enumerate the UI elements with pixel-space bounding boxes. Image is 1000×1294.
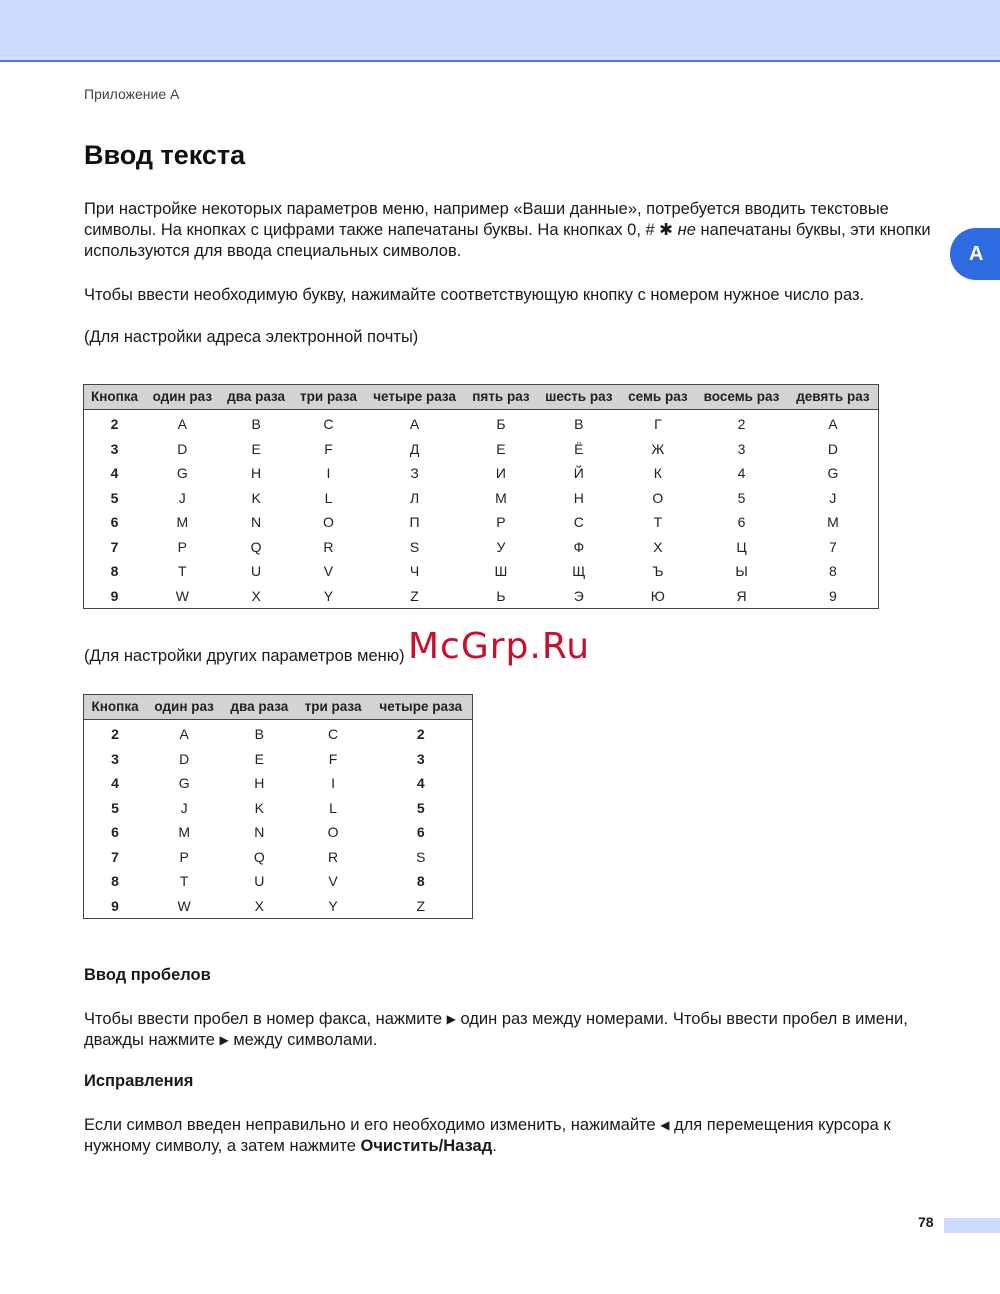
char-cell: 8 [829, 563, 837, 580]
page-title: Ввод текста [84, 140, 246, 170]
char-cell: J [180, 799, 188, 816]
char-cell: Ч [409, 563, 420, 580]
char-cell: Ф [573, 538, 585, 555]
key-cell: 7 [110, 538, 119, 555]
char-cell: X [251, 587, 261, 604]
char-cell: Я [736, 587, 747, 604]
char-cell: У [496, 538, 506, 555]
char-cell: Y [323, 587, 334, 604]
char-cell: 8 [416, 873, 425, 890]
table-row [84, 869, 473, 894]
table-header-cell: шесть раз [537, 385, 620, 410]
right-arrow-icon: ▶ [446, 1012, 456, 1026]
char-cell: D [827, 440, 838, 457]
table-header-cell: девять раз [788, 385, 879, 410]
key-cell: 9 [111, 897, 119, 914]
corrections-paragraph: Если символ введен неправильно и его необходимо изменить, нажимайте ◀ для перемещения курсора к нужному символу, а затем нажмите Очистить/Назад. [84, 1116, 891, 1155]
char-cell: F [328, 750, 338, 767]
char-cell: Ы [735, 563, 748, 580]
char-cell: Q [250, 538, 262, 555]
table-row [84, 437, 879, 462]
char-cell: R [327, 848, 339, 865]
key-cell: 8 [110, 563, 119, 580]
key-cell: 8 [111, 873, 119, 890]
email-caption: (Для настройки адреса электронной почты) [84, 328, 419, 346]
table-header-cell: один раз [146, 695, 222, 720]
char-cell: B [254, 726, 264, 743]
char-cell: Б [496, 416, 506, 433]
clear-back-key-label: Очистить/Назад [360, 1137, 493, 1155]
char-cell: D [177, 440, 188, 457]
char-cell: М [495, 489, 507, 506]
spaces-heading: Ввод пробелов [84, 966, 211, 984]
right-arrow-icon: ▶ [219, 1033, 229, 1047]
char-cell: G [176, 465, 188, 482]
char-cell: X [254, 897, 264, 914]
table-row [84, 845, 473, 870]
char-cell: P [179, 848, 189, 865]
left-arrow-icon: ◀ [660, 1118, 670, 1132]
char-cell: П [409, 514, 420, 531]
table-header-cell: семь раз [621, 385, 696, 410]
running-head: Приложение A [84, 86, 180, 102]
char-cell: C [327, 726, 339, 743]
char-cell: Ц [736, 538, 747, 555]
char-cell: С [573, 514, 584, 531]
char-cell: Ё [574, 440, 584, 457]
char-cell: Э [573, 587, 584, 604]
char-cell: З [410, 465, 419, 482]
char-cell: F [324, 440, 333, 457]
key-cell: 6 [111, 824, 119, 841]
char-cell: W [175, 587, 189, 604]
table-header-cell: три раза [293, 385, 365, 410]
char-cell: Р [496, 514, 506, 531]
char-cell: Ъ [652, 563, 664, 580]
char-cell: I [331, 775, 335, 792]
key-cell: 5 [110, 489, 119, 506]
char-cell: 2 [416, 726, 425, 743]
table-header-cell: восемь раз [695, 385, 788, 410]
char-cell: Ш [494, 563, 508, 580]
key-cell: 4 [111, 775, 119, 792]
table-header-cell: четыре раза [364, 385, 464, 410]
char-cell: K [251, 489, 261, 506]
table-header-cell: два раза [222, 695, 296, 720]
char-cell: Ж [651, 440, 665, 457]
char-cell: I [326, 465, 331, 482]
table-row [84, 796, 473, 821]
key-cell: 7 [111, 848, 119, 865]
intro-paragraph: При настройке некоторых параметров меню, например «Ваши данные», потребуется вводить текстовые символы. На кнопках с цифрами также напечатаны буквы. На кнопках 0, # ✱ не напечатаны буквы, эти кнопки используются для ввода специальных символов. [84, 200, 931, 260]
table-row [84, 894, 473, 919]
char-cell: Z [416, 897, 426, 914]
char-cell: Л [409, 489, 420, 506]
email-char-table [83, 384, 879, 609]
key-cell: 2 [110, 416, 119, 433]
char-cell: T [179, 873, 189, 890]
char-cell: 3 [416, 750, 425, 767]
count-paragraph: Чтобы ввести необходимую букву, нажимайте соответствующую кнопку с номером нужное число раз. [84, 286, 865, 304]
char-cell: R [323, 538, 334, 555]
other-char-table [83, 694, 473, 919]
char-cell: A [177, 416, 187, 433]
table-row [84, 486, 879, 511]
char-cell: G [827, 465, 839, 482]
char-cell: S [409, 538, 420, 555]
char-cell: Д [409, 440, 420, 457]
table-header-cell: три раза [296, 695, 369, 720]
table-row [84, 747, 473, 772]
char-cell: V [323, 563, 334, 580]
table-header-cell: пять раз [465, 385, 537, 410]
char-cell: 7 [829, 538, 837, 555]
char-cell: H [251, 465, 262, 482]
char-cell: О [652, 489, 664, 506]
char-cell: W [177, 897, 191, 914]
corrections-heading: Исправления [84, 1072, 194, 1090]
char-cell: 4 [737, 465, 746, 482]
key-cell: 5 [111, 799, 119, 816]
key-cell: 9 [110, 587, 119, 604]
char-cell: U [254, 873, 265, 890]
char-cell: M [176, 514, 189, 531]
key-cell: 3 [110, 440, 119, 457]
char-cell: 6 [416, 824, 425, 841]
char-cell: O [323, 514, 334, 531]
char-cell: 5 [737, 489, 746, 506]
char-cell: Z [410, 587, 419, 604]
table-row [84, 820, 473, 845]
char-cell: 9 [829, 587, 837, 604]
char-cell: L [324, 489, 333, 506]
char-cell: U [251, 563, 262, 580]
chapter-tab: A [950, 228, 1000, 280]
char-cell: G [178, 775, 190, 792]
page-number: 78 [918, 1214, 934, 1230]
char-cell: Ь [496, 587, 506, 604]
char-cell: Х [653, 538, 663, 555]
char-cell: В [574, 416, 584, 433]
char-cell: Й [573, 465, 584, 482]
char-cell: P [177, 538, 187, 555]
table-header-cell: Кнопка [84, 385, 145, 410]
table-row [84, 510, 879, 535]
char-cell: J [178, 489, 186, 506]
char-cell: J [829, 489, 837, 506]
char-cell: 2 [737, 416, 746, 433]
char-cell: S [416, 848, 426, 865]
char-cell: C [323, 416, 334, 433]
char-cell: Г [654, 416, 662, 433]
char-cell: E [251, 440, 261, 457]
char-cell: 3 [737, 440, 746, 457]
char-cell: Е [496, 440, 506, 457]
table-header-cell: два раза [220, 385, 293, 410]
spaces-paragraph: Чтобы ввести пробел в номер факса, нажмите ▶ один раз между номерами. Чтобы ввести пробел в имени, дважды нажмите ▶ между символами. [84, 1010, 908, 1049]
key-cell: 6 [110, 514, 119, 531]
char-cell: O [327, 824, 339, 841]
char-cell: А [409, 416, 420, 433]
key-cell: 2 [111, 726, 119, 743]
table-header-cell: Кнопка [84, 695, 147, 720]
table-row [84, 559, 879, 584]
char-cell: И [495, 465, 506, 482]
char-cell: Y [328, 897, 338, 914]
key-cell: 3 [111, 750, 119, 767]
char-cell: L [329, 799, 337, 816]
table-row [84, 771, 473, 796]
char-cell: 5 [416, 799, 425, 816]
char-cell: К [653, 465, 662, 482]
char-cell: E [254, 750, 264, 767]
char-cell: N [254, 824, 265, 841]
other-caption: (Для настройки других параметров меню) [84, 647, 405, 665]
char-cell: H [254, 775, 265, 792]
char-cell: V [328, 873, 338, 890]
header-band [0, 0, 1000, 62]
char-cell: A [828, 416, 838, 433]
char-cell: T [178, 563, 187, 580]
char-cell: Щ [572, 563, 586, 580]
table-row [84, 584, 879, 609]
char-cell: N [251, 514, 262, 531]
char-cell: B [251, 416, 261, 433]
table-header-cell: четыре раза [370, 695, 473, 720]
char-cell: K [254, 799, 264, 816]
char-cell: M [827, 514, 839, 531]
char-cell: Q [253, 848, 265, 865]
star-symbol: ✱ [659, 221, 674, 239]
table-row [84, 535, 879, 560]
footer-band [944, 1218, 1000, 1233]
key-cell: 4 [110, 465, 119, 482]
table-row [84, 720, 473, 747]
char-cell: Ю [650, 587, 665, 604]
char-cell: M [178, 824, 190, 841]
table-header-cell: один раз [145, 385, 220, 410]
table-row [84, 461, 879, 486]
table-row [84, 410, 879, 437]
char-cell: Н [573, 489, 584, 506]
char-cell: A [179, 726, 189, 743]
watermark: McGrp.Ru [408, 626, 591, 667]
char-cell: 4 [416, 775, 425, 792]
char-cell: 6 [737, 514, 746, 531]
char-cell: Т [653, 514, 663, 531]
char-cell: D [179, 750, 190, 767]
